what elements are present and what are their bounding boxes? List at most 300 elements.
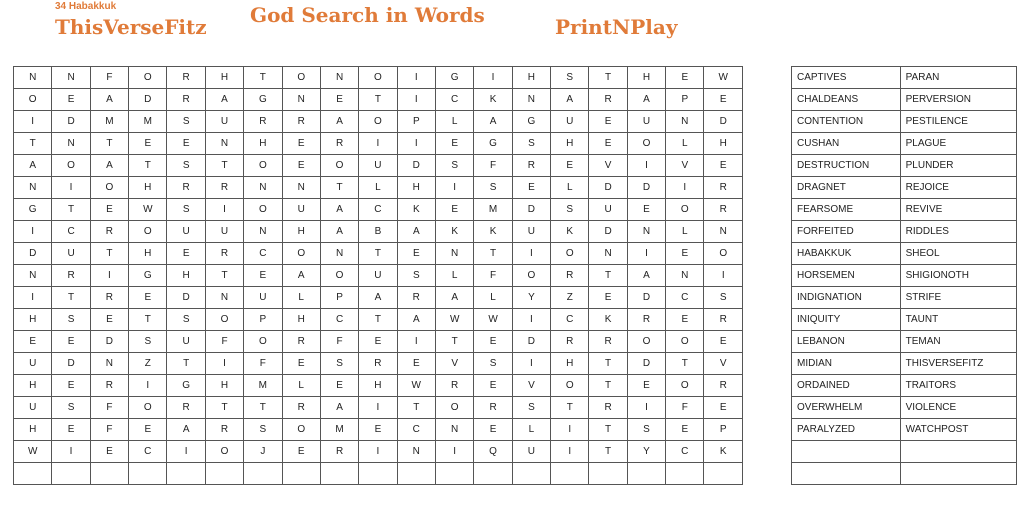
grid-cell: S <box>551 67 589 89</box>
grid-cell: E <box>627 375 665 397</box>
grid-cell: S <box>474 177 512 199</box>
grid-cell: R <box>167 177 205 199</box>
grid-cell: S <box>52 397 90 419</box>
grid-cell: R <box>282 331 320 353</box>
grid-cell: H <box>397 177 435 199</box>
grid-cell: E <box>129 133 167 155</box>
grid-cell: S <box>129 331 167 353</box>
word-list-item: FEARSOME <box>792 199 901 221</box>
grid-cell: R <box>627 309 665 331</box>
grid-cell: E <box>666 67 704 89</box>
grid-cell: P <box>244 309 282 331</box>
grid-cell: S <box>551 199 589 221</box>
grid-cell: U <box>52 243 90 265</box>
grid-cell: I <box>435 177 473 199</box>
grid-cell <box>704 463 743 485</box>
word-list-item: TEMAN <box>900 331 1016 353</box>
grid-cell: O <box>666 199 704 221</box>
word-list-item: SHEOL <box>900 243 1016 265</box>
grid-cell: H <box>512 67 550 89</box>
grid-cell: I <box>205 353 243 375</box>
grid-cell: T <box>589 265 627 287</box>
grid-row <box>14 353 743 375</box>
grid-cell: O <box>666 375 704 397</box>
grid-cell: I <box>512 353 550 375</box>
grid-cell: A <box>320 111 358 133</box>
grid-cell: M <box>320 419 358 441</box>
grid-cell: I <box>397 331 435 353</box>
grid-cell: A <box>14 155 52 177</box>
grid-cell: V <box>512 375 550 397</box>
grid-cell: O <box>320 155 358 177</box>
grid-cell: Z <box>551 287 589 309</box>
grid-cell: C <box>666 441 704 463</box>
grid-cell: D <box>704 111 743 133</box>
grid-cell: O <box>359 111 397 133</box>
grid-cell: P <box>666 89 704 111</box>
grid-cell: K <box>435 221 473 243</box>
grid-cell: H <box>282 309 320 331</box>
grid-cell: R <box>205 243 243 265</box>
grid-cell: H <box>14 309 52 331</box>
grid-cell: E <box>14 331 52 353</box>
grid-cell: T <box>666 353 704 375</box>
grid-cell: T <box>397 397 435 419</box>
grid-cell: R <box>397 287 435 309</box>
grid-row <box>14 265 743 287</box>
grid-cell: O <box>627 133 665 155</box>
grid-cell: T <box>359 309 397 331</box>
grid-cell: L <box>551 177 589 199</box>
grid-cell: R <box>282 397 320 419</box>
grid-cell <box>435 463 473 485</box>
grid-cell: P <box>704 419 743 441</box>
word-list-row <box>792 243 1017 265</box>
grid-cell: R <box>589 331 627 353</box>
grid-cell: U <box>627 111 665 133</box>
grid-cell: R <box>704 177 743 199</box>
grid-cell: N <box>589 243 627 265</box>
grid-cell: I <box>52 441 90 463</box>
word-list-row <box>792 331 1017 353</box>
grid-cell: G <box>512 111 550 133</box>
grid-cell: A <box>320 397 358 419</box>
grid-cell: K <box>589 309 627 331</box>
grid-cell: F <box>320 331 358 353</box>
grid-cell: E <box>282 155 320 177</box>
grid-cell: L <box>666 133 704 155</box>
grid-cell: N <box>52 67 90 89</box>
grid-cell: N <box>14 67 52 89</box>
grid-cell: N <box>90 353 128 375</box>
grid-cell: L <box>435 265 473 287</box>
grid-cell: E <box>244 265 282 287</box>
grid-cell: R <box>589 89 627 111</box>
grid-cell: E <box>359 419 397 441</box>
brand-thisversefitz: ThisVerseFitz <box>55 15 207 39</box>
grid-cell: E <box>474 375 512 397</box>
grid-cell: C <box>435 89 473 111</box>
grid-cell: K <box>474 89 512 111</box>
grid-cell: E <box>435 199 473 221</box>
word-list-item: DRAGNET <box>792 177 901 199</box>
word-list-item: DESTRUCTION <box>792 155 901 177</box>
word-list-item <box>792 441 901 463</box>
grid-cell: O <box>244 155 282 177</box>
grid-cell: I <box>474 67 512 89</box>
word-list-item: THISVERSEFITZ <box>900 353 1016 375</box>
grid-cell: I <box>359 397 397 419</box>
grid-cell: E <box>474 419 512 441</box>
grid-cell: S <box>167 155 205 177</box>
grid-cell: E <box>167 133 205 155</box>
grid-cell: O <box>551 243 589 265</box>
word-list-item: LEBANON <box>792 331 901 353</box>
grid-cell: H <box>551 133 589 155</box>
grid-cell: L <box>435 111 473 133</box>
grid-cell: R <box>589 397 627 419</box>
grid-cell: I <box>14 111 52 133</box>
word-list-row <box>792 155 1017 177</box>
word-list-item: RIDDLES <box>900 221 1016 243</box>
grid-cell: F <box>205 331 243 353</box>
grid-cell: I <box>90 265 128 287</box>
grid-cell: E <box>129 287 167 309</box>
grid-cell: A <box>167 419 205 441</box>
word-list-item: PLAGUE <box>900 133 1016 155</box>
grid-cell: N <box>205 133 243 155</box>
grid-cell: T <box>589 441 627 463</box>
grid-cell: H <box>205 67 243 89</box>
grid-cell: O <box>320 265 358 287</box>
grid-cell: E <box>52 419 90 441</box>
word-list-item: PERVERSION <box>900 89 1016 111</box>
grid-cell: G <box>244 89 282 111</box>
grid-cell: U <box>167 221 205 243</box>
grid-cell: E <box>551 155 589 177</box>
grid-cell: S <box>167 111 205 133</box>
grid-cell: D <box>52 111 90 133</box>
grid-cell: O <box>666 331 704 353</box>
grid-cell: E <box>282 441 320 463</box>
grid-cell: U <box>589 199 627 221</box>
grid-cell: K <box>397 199 435 221</box>
grid-cell: S <box>704 287 743 309</box>
grid-cell: O <box>129 397 167 419</box>
grid-cell: S <box>627 419 665 441</box>
grid-cell: S <box>435 155 473 177</box>
word-list-row <box>792 265 1017 287</box>
word-list-item: TRAITORS <box>900 375 1016 397</box>
grid-cell: L <box>359 177 397 199</box>
grid-cell: C <box>551 309 589 331</box>
grid-cell: S <box>512 397 550 419</box>
grid-cell: U <box>282 199 320 221</box>
grid-cell: O <box>205 441 243 463</box>
word-list-item: VIOLENCE <box>900 397 1016 419</box>
grid-cell <box>52 463 90 485</box>
grid-cell: R <box>167 89 205 111</box>
grid-row <box>14 243 743 265</box>
grid-cell: O <box>551 375 589 397</box>
grid-cell: G <box>129 265 167 287</box>
word-list-item: CHALDEANS <box>792 89 901 111</box>
grid-cell: P <box>320 287 358 309</box>
grid-cell: U <box>359 265 397 287</box>
grid-cell: N <box>666 111 704 133</box>
grid-cell: W <box>435 309 473 331</box>
grid-cell: E <box>704 397 743 419</box>
grid-cell: R <box>167 397 205 419</box>
word-list-row <box>792 441 1017 463</box>
grid-cell: S <box>397 265 435 287</box>
grid-cell: N <box>244 177 282 199</box>
grid-row <box>14 155 743 177</box>
word-list-row <box>792 89 1017 111</box>
grid-cell: O <box>244 199 282 221</box>
grid-cell: S <box>320 353 358 375</box>
grid-cell: R <box>205 419 243 441</box>
grid-row <box>14 177 743 199</box>
word-list-item <box>900 463 1016 485</box>
grid-cell: N <box>282 177 320 199</box>
word-list-item: CONTENTION <box>792 111 901 133</box>
grid-cell: F <box>666 397 704 419</box>
word-list-row <box>792 397 1017 419</box>
grid-cell: G <box>474 133 512 155</box>
grid-cell: E <box>52 331 90 353</box>
grid-cell: F <box>474 155 512 177</box>
word-list-item: WATCHPOST <box>900 419 1016 441</box>
grid-cell: I <box>397 133 435 155</box>
grid-cell: D <box>129 89 167 111</box>
grid-cell: E <box>397 353 435 375</box>
grid-cell: V <box>666 155 704 177</box>
grid-cell: T <box>551 397 589 419</box>
grid-cell: A <box>435 287 473 309</box>
grid-cell: S <box>167 199 205 221</box>
grid-cell <box>397 463 435 485</box>
grid-cell: F <box>474 265 512 287</box>
grid-cell: L <box>512 419 550 441</box>
grid-cell: T <box>589 353 627 375</box>
grid-cell: E <box>666 419 704 441</box>
word-list-row <box>792 309 1017 331</box>
grid-cell: O <box>435 397 473 419</box>
grid-cell: I <box>359 133 397 155</box>
grid-cell: O <box>14 89 52 111</box>
grid-cell: F <box>90 67 128 89</box>
grid-cell: C <box>666 287 704 309</box>
word-list-item: REVIVE <box>900 199 1016 221</box>
word-list-item: CUSHAN <box>792 133 901 155</box>
grid-cell: C <box>129 441 167 463</box>
word-list-item: PESTILENCE <box>900 111 1016 133</box>
word-list-item <box>900 441 1016 463</box>
grid-cell: T <box>129 155 167 177</box>
grid-cell: R <box>244 111 282 133</box>
grid-cell: O <box>90 177 128 199</box>
grid-cell: A <box>320 221 358 243</box>
grid-cell: J <box>244 441 282 463</box>
grid-cell: H <box>359 375 397 397</box>
grid-cell: A <box>397 221 435 243</box>
word-list-row <box>792 287 1017 309</box>
grid-cell: M <box>244 375 282 397</box>
grid-cell: D <box>397 155 435 177</box>
grid-cell: R <box>474 397 512 419</box>
grid-cell: D <box>589 221 627 243</box>
grid-row <box>14 463 743 485</box>
grid-cell: T <box>14 133 52 155</box>
grid-cell: H <box>551 353 589 375</box>
grid-cell: A <box>627 265 665 287</box>
grid-cell: O <box>627 331 665 353</box>
grid-cell: T <box>244 67 282 89</box>
word-list-item: INDIGNATION <box>792 287 901 309</box>
grid-cell: N <box>282 89 320 111</box>
grid-cell: I <box>435 441 473 463</box>
grid-cell: A <box>205 89 243 111</box>
grid-cell <box>359 463 397 485</box>
grid-cell: C <box>359 199 397 221</box>
grid-cell: E <box>52 89 90 111</box>
grid-cell: I <box>52 177 90 199</box>
grid-cell: Y <box>627 441 665 463</box>
grid-cell: T <box>90 133 128 155</box>
grid-cell: N <box>512 89 550 111</box>
grid-cell: I <box>359 441 397 463</box>
grid-cell: B <box>359 221 397 243</box>
word-list-item: INIQUITY <box>792 309 901 331</box>
grid-cell: N <box>320 243 358 265</box>
grid-cell: R <box>320 133 358 155</box>
word-list <box>791 66 1017 485</box>
grid-cell: F <box>244 353 282 375</box>
grid-cell: R <box>205 177 243 199</box>
grid-cell: I <box>167 441 205 463</box>
word-list-row <box>792 111 1017 133</box>
grid-cell: M <box>474 199 512 221</box>
word-list-item: HABAKKUK <box>792 243 901 265</box>
word-list-item: PARAN <box>900 67 1016 89</box>
word-list-item: STRIFE <box>900 287 1016 309</box>
grid-cell: U <box>512 441 550 463</box>
grid-cell: T <box>435 331 473 353</box>
grid-cell: R <box>52 265 90 287</box>
grid-cell: T <box>52 287 90 309</box>
grid-cell: M <box>129 111 167 133</box>
grid-cell: T <box>129 309 167 331</box>
grid-cell: W <box>474 309 512 331</box>
grid-cell: I <box>14 287 52 309</box>
grid-cell <box>551 463 589 485</box>
grid-cell: N <box>14 177 52 199</box>
grid-cell: T <box>205 265 243 287</box>
grid-row <box>14 199 743 221</box>
grid-row <box>14 375 743 397</box>
word-list-item: TAUNT <box>900 309 1016 331</box>
grid-cell: V <box>704 353 743 375</box>
word-list-item: PLUNDER <box>900 155 1016 177</box>
grid-cell: O <box>52 155 90 177</box>
word-list-row <box>792 199 1017 221</box>
word-list-row <box>792 419 1017 441</box>
grid-cell: A <box>397 309 435 331</box>
grid-row <box>14 309 743 331</box>
grid-cell: N <box>627 221 665 243</box>
grid-cell: I <box>627 397 665 419</box>
grid-cell: E <box>589 133 627 155</box>
puzzle-number-label: 34 Habakkuk <box>55 1 117 12</box>
grid-cell: V <box>435 353 473 375</box>
grid-cell: T <box>52 199 90 221</box>
grid-cell: R <box>704 309 743 331</box>
word-list-item: HORSEMEN <box>792 265 901 287</box>
grid-cell: H <box>282 221 320 243</box>
grid-cell: U <box>359 155 397 177</box>
grid-cell: E <box>704 155 743 177</box>
grid-cell <box>129 463 167 485</box>
grid-cell: E <box>627 199 665 221</box>
grid-cell <box>627 463 665 485</box>
word-list-item: REJOICE <box>900 177 1016 199</box>
word-list-item: CAPTIVES <box>792 67 901 89</box>
grid-cell: H <box>704 133 743 155</box>
grid-cell: N <box>666 265 704 287</box>
grid-cell: T <box>589 419 627 441</box>
grid-cell: L <box>666 221 704 243</box>
grid-cell: T <box>589 67 627 89</box>
grid-cell: I <box>205 199 243 221</box>
word-list-item: MIDIAN <box>792 353 901 375</box>
grid-cell: I <box>666 177 704 199</box>
grid-cell: C <box>52 221 90 243</box>
grid-cell: F <box>90 397 128 419</box>
grid-cell: R <box>320 441 358 463</box>
grid-cell: E <box>589 111 627 133</box>
grid-cell: O <box>129 67 167 89</box>
grid-cell: W <box>704 67 743 89</box>
grid-cell: U <box>551 111 589 133</box>
grid-row <box>14 287 743 309</box>
grid-row <box>14 441 743 463</box>
grid-cell: T <box>359 243 397 265</box>
word-list-row <box>792 463 1017 485</box>
grid-row <box>14 331 743 353</box>
grid-cell: H <box>167 265 205 287</box>
grid-cell: I <box>397 89 435 111</box>
grid-cell: I <box>551 419 589 441</box>
grid-cell: A <box>627 89 665 111</box>
page-title: God Search in Words <box>250 3 485 27</box>
grid-cell: N <box>435 243 473 265</box>
grid-cell: S <box>474 353 512 375</box>
grid-cell: O <box>282 419 320 441</box>
grid-cell <box>167 463 205 485</box>
grid-cell: E <box>474 331 512 353</box>
grid-cell: E <box>320 375 358 397</box>
grid-cell: S <box>512 133 550 155</box>
grid-cell: N <box>397 441 435 463</box>
grid-cell: U <box>167 331 205 353</box>
word-list-row <box>792 67 1017 89</box>
grid-cell: H <box>14 419 52 441</box>
grid-cell: L <box>474 287 512 309</box>
grid-cell: Q <box>474 441 512 463</box>
grid-cell: D <box>512 199 550 221</box>
grid-cell: E <box>704 89 743 111</box>
